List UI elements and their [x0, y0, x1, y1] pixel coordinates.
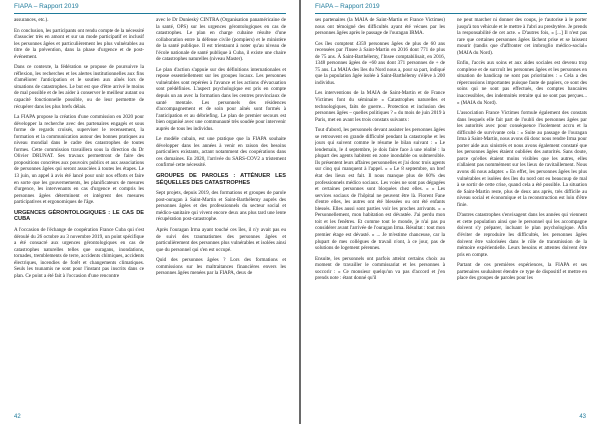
- page-number: 43: [579, 414, 586, 420]
- paragraph: Tout d'abord, les personnels devant assister les personnes âgées se retrouvent en grande difficulté pendant la catastrophe et les jours qui suivent comme le résume le bilan suivant : « Le lendemain, le 4 septembre, je dois faire face à une réalité : la plupart des agents habitent en zone inondable ou submersible. Ils présentent leurs affaires personnelles et j'ai donc trois agents sur cinq qui manquent à l'appel. » « Le 8 septembre, un bref état des lieux est fait. Il nous manque plus de 60% des professionnels médico sociaux. Les voies ne sont pas dégagées et certaines personnes sont bloquées chez elles. » « Les services sociaux de l'hôpital ne peuvent être là. Florent Fane d'entre elles, les autres ont été blessées ou ont été enfants blessés. Elles aussi sont parties voir les proches arrivants. » « Personnellement, mon habitation est dévastée. J'ai perdu mon toit et les fenêtres. Et comme tout le monde, je n'ai pas pu considérer avant l'arrivée de l'ouragan Irma. Résultat : tout mon premier étage est dévasté. » ... Je m'estime chanceuse, car la plupart de mes collègues de travail n'ont, à ce jour, pas de solutions de logement pérennes.: [315, 127, 445, 252]
- section-heading: URGENCES GÉRONTOLOGIQUES : LE CAS DE CUBA: [14, 209, 144, 223]
- right-page: [301, 0, 600, 424]
- paragraph: Le plan d'action s'appuie sur des définitions internationales et repose essentiellement sur les groupes locaux. Les personnes vulnérables sont repérées à l'avance et les actions d'évacuation sont prédéfinies. L'aspect psychologique est pris en compte depuis un an avec la formation dans les centres provinciaux de santé mentale. Les personnels des résidences d'accompagnement et de soin pour aînés sont formés à l'anticipation et au débriefing. Le plan de premier secours est bien organisé avec une communauté très soudée pour intervenir auprès de tous les individus.: [156, 66, 286, 132]
- paragraph: ne peut marcher ni donner des coups, je t'autorise à le porter jusqu'à ton véhicule et le mettre à l'abri au presbytère. Je prends la responsabilité de cet acte. » D'autres fois, « [...] Il n'est pas rare que certaines personnes âgées lâchent prise et se laissent mourir (tandis que d'affronter cet imbroglio médico-social» (MAIA du Nord).: [457, 17, 587, 56]
- paragraph: L'association France Victimes formule également des constats dans lesquels elle fait part de l'oubli des personnes âgées par les autorités avec pour conséquence l'isolement accru et la difficulté de survivante cela : « Suite au passage de l'ouragan Irma à Saint-Martin, nous avons dû donc nous rendre Irma pour porter aide aux sinistrés et nous avons également constaté que les personnes âgées étaient oubliées des autorités. Sans doute, parce qu'elles étaient moins visibles que les autres, elles n'allaient pas nommément sur les lieux de ravitaillement. Nous avons dû nous adapter. » En effet, les personnes âgées les plus vulnérables et isolées des îles du nord ont eu beaucoup de mal à se sortir de cette crise, quand cela a été possible. La situation de Saint-Martin reste, plus de deux ans après, très difficile au niveau social et économique et la reconstruction est loin d'être finie.: [457, 110, 587, 208]
- paragraph: Les interventions de la MAIA de Saint-Martin et de France Victimes font du séminaire « Catastrophes naturelles et technologiques, faits de guerre... Protection et inclusion des personnes âgées – quelles politiques ? » du mois de juin 2019 à Paris, met en avant les trois constats suivants :: [315, 90, 445, 123]
- paragraph: Après l'ouragan Irma ayant touché ces îles, il n'y avait pas eu de suivi des traumatismes des personnes âgées et particulièrement des personnes plus vulnérables et isolées ainsi que du personnel qui s'en est occupé.: [156, 226, 286, 253]
- paragraph: La FIAPA propose la création d'une commission en 2020 pour développer la recherche avec des partenaires engagés et sous forme de regards croisés, superviser le recensement, la formation et la communication autour des bonnes pratiques au niveau mondial dans le cadre des catastrophes de toutes formes. Cette commission travaillera sous la direction du Dr Olivier DRUNAT. Ses travaux permettront de faire des propositions concrètes aux pouvoirs publics et aux associations de personnes âgées qui seront associées à toutes les étapes. Le 13 juin, un appel à avis été lancé pour unir nos efforts et faire en sorte que les gouvernements, les planificateurs de mesures d'urgence, les intervenants en cas d'urgence et compris les personnes âgées déterminent et intègrent des mesures participatives et ergonomiques de l'âge.: [14, 114, 144, 206]
- paragraph: Partant de ces premières expériences, la FIAPA et ses partenaires souhaitent étendre ce type de dispositif et mettre en place des groupes de paroles pour les: [457, 262, 587, 282]
- paragraph: Ces îles comptent 4359 personnes âgées de plus de 60 ans recensées par l'Insee à Saint-Martin en 2016 dont 771 de plus de 75 ans. À Saint-Barthélemy, l'Insee comptabilisait, en 2016, 1348 personnes âgées de +60 ans dont 371 personnes de + de 75 ans. La MAIA des îles du Nord nous a, pour sa part, indiqué que la population âgée isolée à Saint-Barthélemy s'élève à 200 individus.: [315, 40, 445, 86]
- page-number: 42: [14, 414, 21, 420]
- paragraph: D'autres catastrophes s'envisagent dans les années qui viennent et cette population ainsi que le personnel qui les accompagne doivent s'y préparer, incluant le plan psychologique. Afin d'éviter de reproduire les difficultés, les personnes âgées doivent être valorisées dans le rôle de transmission de la mémoire expérientielle. Leurs besoins et attentes doivent être pris en compte.: [457, 212, 587, 258]
- right-column-2: [457, 17, 587, 407]
- header-rule: [14, 13, 286, 14]
- running-header: FIAPA – Rapport 2019: [14, 3, 79, 10]
- paragraph: Le modèle cubain, est une pratique que la FIAPA souhaite développer dans les années à venir en raison des besoins particuliers existants, actant notamment des coopérations dans ces domaines. En 2020, l'arrivée du SARS-COV2 a tristement confirmé cette nécessité.: [156, 136, 286, 169]
- paragraph: Dans ce contexte, la fédération se propose de poursuivre la réflexion, les recherches et les alertes institutionnelles aux fins d'améliorer l'anticipation et le soutien aux aînés lors de situations de catastrophes. Le but est que d'être arrivé le moins de mal possible et de les aider à conserver le meilleur autant ou capacité fonctionnelle possible, ou de leur permettre de récupérer dans les plus brefs délais.: [14, 64, 144, 110]
- paragraph: Enfin, l'accès aux soins et aux aides sociales est devenu trop complexe et de surcroît les personnes âgées et les personnes en situation de handicap ne sont pas prioritaires : « Cela a des répercussions importantes puisque faute de papiers, ce sont des soins qui ne sont pas effectués, des comptes bancaires inaccessibles, des indemnités retraite qui ne sont pas perçues... » (MAIA du Nord).: [457, 60, 587, 106]
- paragraph: Ensuite, les personnels ont parfois atteint certains choix au moment de travailler le commissariat et les personnes à soccorir : « Ce monsieur quelqu'un va pas d'accord et j'en prends note : étant donné qu'il: [315, 255, 445, 282]
- left-column-1: [14, 17, 144, 407]
- paragraph: ses partenaires (la MAIA de Saint-Martin et France Victimes) nous ont témoigné des difficultés ayant été vécues par les personnes âgées après le passage de l'ouragan IRMA.: [315, 17, 445, 37]
- paragraph: En conclusion, les participants ont rendu compte de la nécessité d'associer très en amont et sur un mode participatif et inclusif les personnes âgées et particulièrement les plus vulnérables au titre de la prévention, dans la phase d'urgence et de post-événement.: [14, 27, 144, 60]
- left-page: [0, 0, 299, 424]
- paragraph: Quid des personnes âgées ? Lors des formations et commissions sur les maltraitances financières envers les personnes âgées menées par la FIAPA, deux de: [156, 257, 286, 277]
- paragraph: Sept projets, depuis 2019, des formations et groupes de parole post-ouragan à Saint-Martin et Saint-Barthélemy auprès des personnes âgées et des professionnels du secteur social et médico-sanitaire qui vivent encore deux ans plus tard une lente récupération post-catastrophe.: [156, 190, 286, 223]
- paragraph: assurances, etc.).: [14, 17, 49, 23]
- right-column-1: [315, 17, 445, 407]
- paragraph: A l'occasion de l'échange de coopération France Cuba qui s'est déroulé du 26 octobre au 3 novembre 2019, un point spécifique a été consacré aux urgences gérontologiques en cas de catastrophes naturelles telles que ouragans, inondations, tornades, tremblements de terre, accidents chimiques, accidents électriques, incendies de forêt et changements climatiques. Seuls les tsunamis ne sont pour l'instant pas inscrits dans ce plan. Ce point a été fait à l'occasion d'une rencontre: [14, 226, 144, 279]
- running-header: FIAPA – Rapport 2019: [315, 3, 380, 10]
- header-rule: [315, 13, 587, 14]
- paragraph: avec le Dr Dunieský CINTRA (Organisation panaméricaine de la santé, OPS) sur les urgences gérontologiques en cas de catastrophes. Le plan en charge cubaine résulte d'une collaboration entre la défense civile (pompiers) et le ministère de la santé publique. Il est trientaunt à noter qu'au niveau de l'école nationale de santé publique à Cuba, il existe une chaire de catastrophes naturelles (niveau Master).: [156, 17, 286, 63]
- section-heading: GROUPES DE PAROLES : ATTÉNUER LES SÉQUELLES DES CATASTROPHES: [156, 173, 286, 186]
- left-column-2: [156, 17, 286, 407]
